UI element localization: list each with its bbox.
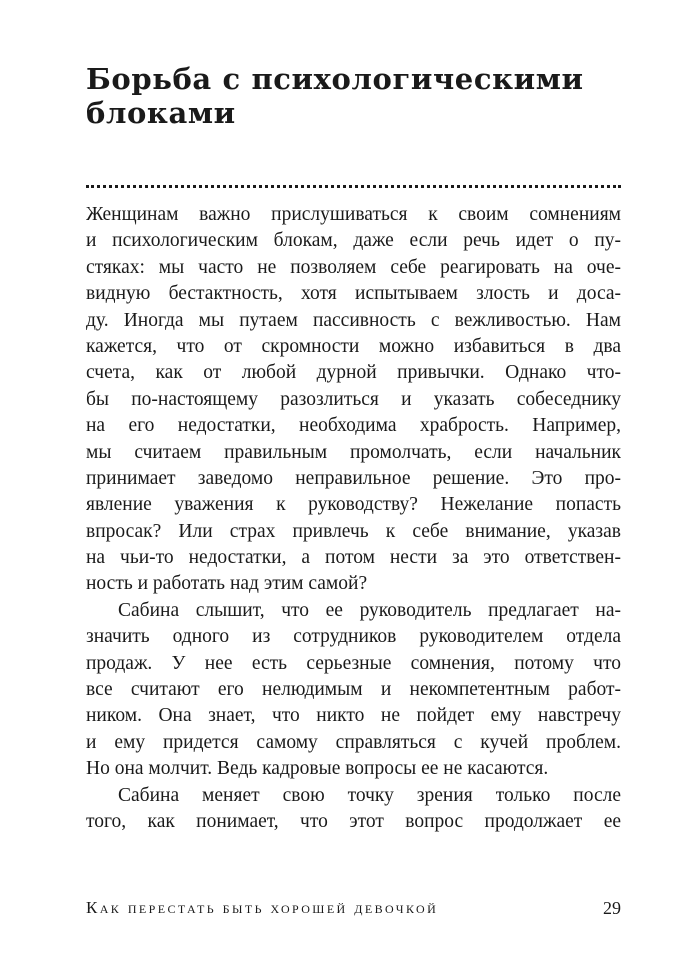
body-text — [86, 202, 621, 835]
text-line: на чьи-то недостатки, а потом нести за это ответствен- — [86, 547, 621, 569]
text-line: Сабина слышит, что ее руководитель предлагает на- — [118, 599, 621, 621]
text-line: и психологическим блокам, даже если речь идет о пу- — [86, 230, 621, 252]
text-line: Но она молчит. Ведь кадровые вопросы ее не касаются. — [86, 758, 549, 780]
text-line: бы по-настоящему разозлиться и указать собеседнику — [86, 388, 621, 410]
text-line: ду. Иногда мы путаем пассивность с вежливостью. Нам — [86, 309, 621, 331]
page-footer — [86, 898, 621, 922]
text-line: впросак? Или страх привлечь к себе внимание, указав — [86, 520, 621, 542]
text-line: того, как понимает, что этот вопрос продолжает ее — [86, 810, 621, 832]
text-line: мы считаем правильным промолчать, если начальник — [86, 441, 621, 463]
text-line: ность и работать над этим самой? — [86, 573, 368, 595]
chapter-heading-line: блоками — [86, 96, 236, 130]
running-title: Как перестать быть хорошей девочкой — [86, 898, 439, 917]
text-line: на его недостатки, необходима храбрость. Например, — [86, 415, 621, 437]
dotted-divider — [86, 185, 621, 188]
text-line: все считают его нелюдимым и некомпетентным работ- — [86, 679, 621, 701]
text-line: стяках: мы часто не позволяем себе реагировать на оче- — [86, 256, 621, 278]
text-line: ником. Она знает, что никто не пойдет ему навстречу — [86, 705, 621, 727]
text-line: Женщинам важно прислушиваться к своим сомнениям — [86, 204, 621, 225]
page-number: 29 — [603, 898, 621, 918]
chapter-heading — [86, 62, 626, 130]
text-line: Сабина меняет свою точку зрения только после — [118, 784, 621, 806]
text-line: и ему придется самому справляться с кучей проблем. — [86, 731, 621, 753]
text-line: принимает заведомо неправильное решение. Это про- — [86, 467, 621, 489]
text-line: счета, как от любой дурной привычки. Однако что- — [86, 362, 621, 384]
text-line: видную бестактность, хотя испытываем злость и доса- — [86, 283, 621, 305]
text-line: явление уважения к руководству? Нежелание попасть — [86, 494, 621, 516]
text-line: продаж. У нее есть серьезные сомнения, потому что — [86, 652, 621, 674]
chapter-heading-line: Борьба с психологическими — [86, 62, 584, 96]
text-line: значить одного из сотрудников руководителем отдела — [86, 626, 621, 648]
paragraph-3 — [86, 783, 621, 836]
paragraph-1 — [86, 202, 621, 598]
text-line: кажется, что от скромности можно избавиться в два — [86, 335, 621, 357]
paragraph-2 — [86, 598, 621, 783]
